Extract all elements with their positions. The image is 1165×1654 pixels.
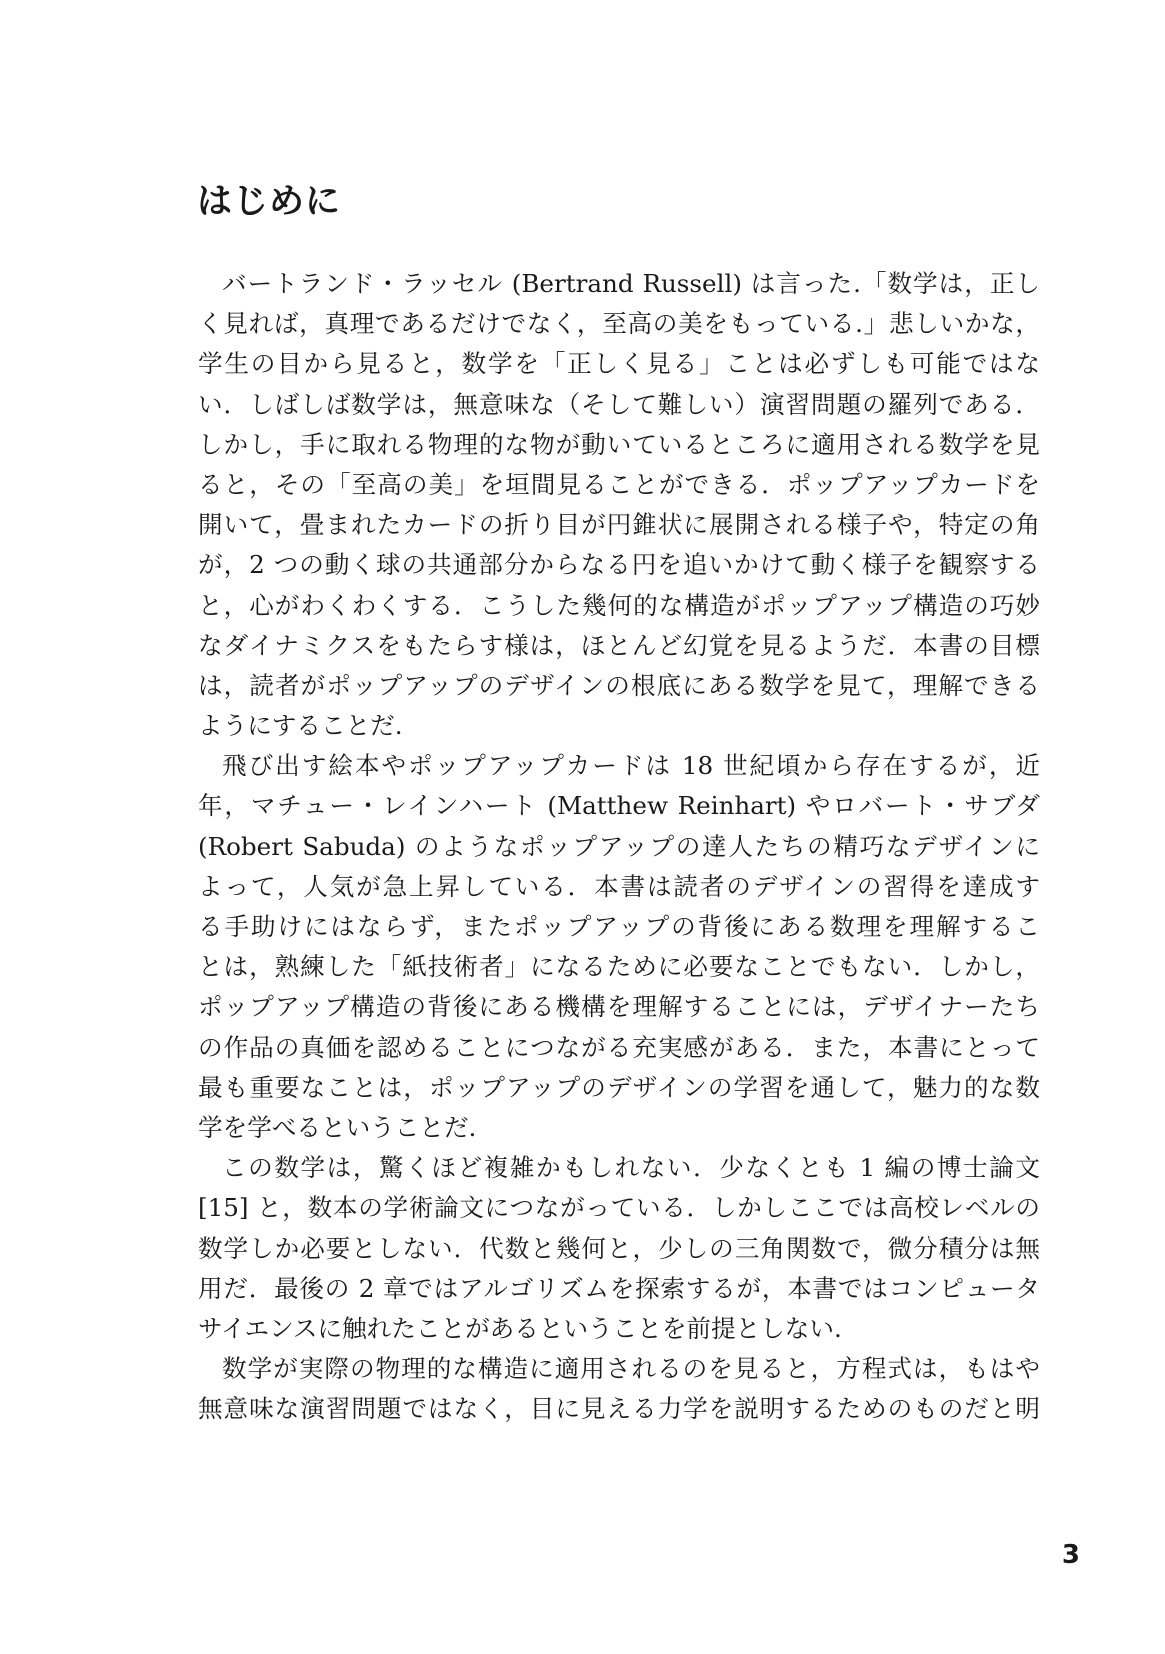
text-line: は，読者がポップアップのデザインの根底にある数学を見て，理解できる bbox=[198, 670, 1040, 700]
text-line: [15] と，数本の学術論文につながっている．しかしここでは高校レベルの bbox=[198, 1193, 1040, 1223]
text-line: 飛び出す絵本やポップアップカードは 18 世紀頃から存在するが，近 bbox=[222, 751, 1040, 781]
text-line: 用だ．最後の 2 章ではアルゴリズムを探索するが，本書ではコンピュータ bbox=[198, 1273, 1040, 1303]
text-line: 学を学べるということだ. bbox=[198, 1112, 477, 1142]
text-line: ると，その「至高の美」を垣間見ることができる．ポップアップカードを bbox=[198, 469, 1040, 499]
text-line: この数学は，驚くほど複雑かもしれない．少なくとも 1 編の博士論文 bbox=[222, 1153, 1040, 1183]
text-line: (Robert Sabuda) のようなポップアップの達人たちの精巧なデザインに bbox=[198, 831, 1040, 861]
text-line: バートランド・ラッセル (Bertrand Russell) は言った.「数学は，正し bbox=[222, 269, 1040, 298]
text-line: しかし，手に取れる物理的な物が動いているところに適用される数学を見 bbox=[198, 429, 1040, 459]
body-text bbox=[198, 264, 1040, 1429]
text-line: の作品の真価を認めることにつながる充実感がある．また，本書にとって bbox=[198, 1032, 1040, 1062]
text-line: 数学が実際の物理的な構造に適用されるのを見ると，方程式は，もはや bbox=[222, 1354, 1040, 1384]
text-line: い．しばしば数学は，無意味な（そして難しい）演習問題の羅列である． bbox=[198, 389, 1040, 419]
paragraph-4 bbox=[198, 1349, 1040, 1429]
text-line: とは，熟練した「紙技術者」になるために必要なことでもない．しかし， bbox=[198, 952, 1040, 982]
text-line: 数学しか必要としない．代数と幾何と，少しの三角関数で，微分積分は無 bbox=[198, 1233, 1040, 1263]
text-line: 無意味な演習問題ではなく，目に見える力学を説明するためのものだと明 bbox=[198, 1394, 1040, 1424]
paragraph-2 bbox=[198, 746, 1040, 1148]
text-line: 最も重要なことは，ポップアップのデザインの学習を通して，魅力的な数 bbox=[198, 1072, 1040, 1102]
text-line: 開いて，畳まれたカードの折り目が円錐状に展開される様子や，特定の角 bbox=[198, 510, 1040, 540]
text-line: ポップアップ構造の背後にある機構を理解することには，デザイナーたち bbox=[198, 992, 1040, 1022]
text-line: 年，マチュー・レインハート (Matthew Reinhart) やロバート・サブダ bbox=[198, 791, 1040, 821]
text-line: と，心がわくわくする．こうした幾何的な構造がポップアップ構造の巧妙 bbox=[198, 590, 1040, 620]
page-number: 3 bbox=[1061, 1540, 1080, 1570]
text-line: く見れば，真理であるだけでなく，至高の美をもっている.」悲しいかな， bbox=[198, 309, 1040, 339]
text-line: なダイナミクスをもたらす様は，ほとんど幻覚を見るようだ．本書の目標 bbox=[198, 630, 1040, 660]
paragraph-1 bbox=[198, 264, 1040, 746]
text-line: が，2 つの動く球の共通部分からなる円を追いかけて動く様子を観察する bbox=[198, 550, 1040, 580]
text-line: ようにすることだ. bbox=[198, 711, 403, 741]
text-line: サイエンスに触れたことがあるということを前提としない. bbox=[198, 1313, 842, 1343]
text-line: 学生の目から見ると，数学を「正しく見る」ことは必ずしも可能ではな bbox=[198, 349, 1040, 379]
text-line: る手助けにはならず，またポップアップの背後にある数理を理解するこ bbox=[198, 912, 1040, 941]
chapter-heading: はじめに bbox=[197, 182, 342, 222]
paragraph-3 bbox=[198, 1148, 1040, 1349]
text-line: よって，人気が急上昇している．本書は読者のデザインの習得を達成す bbox=[198, 871, 1040, 901]
